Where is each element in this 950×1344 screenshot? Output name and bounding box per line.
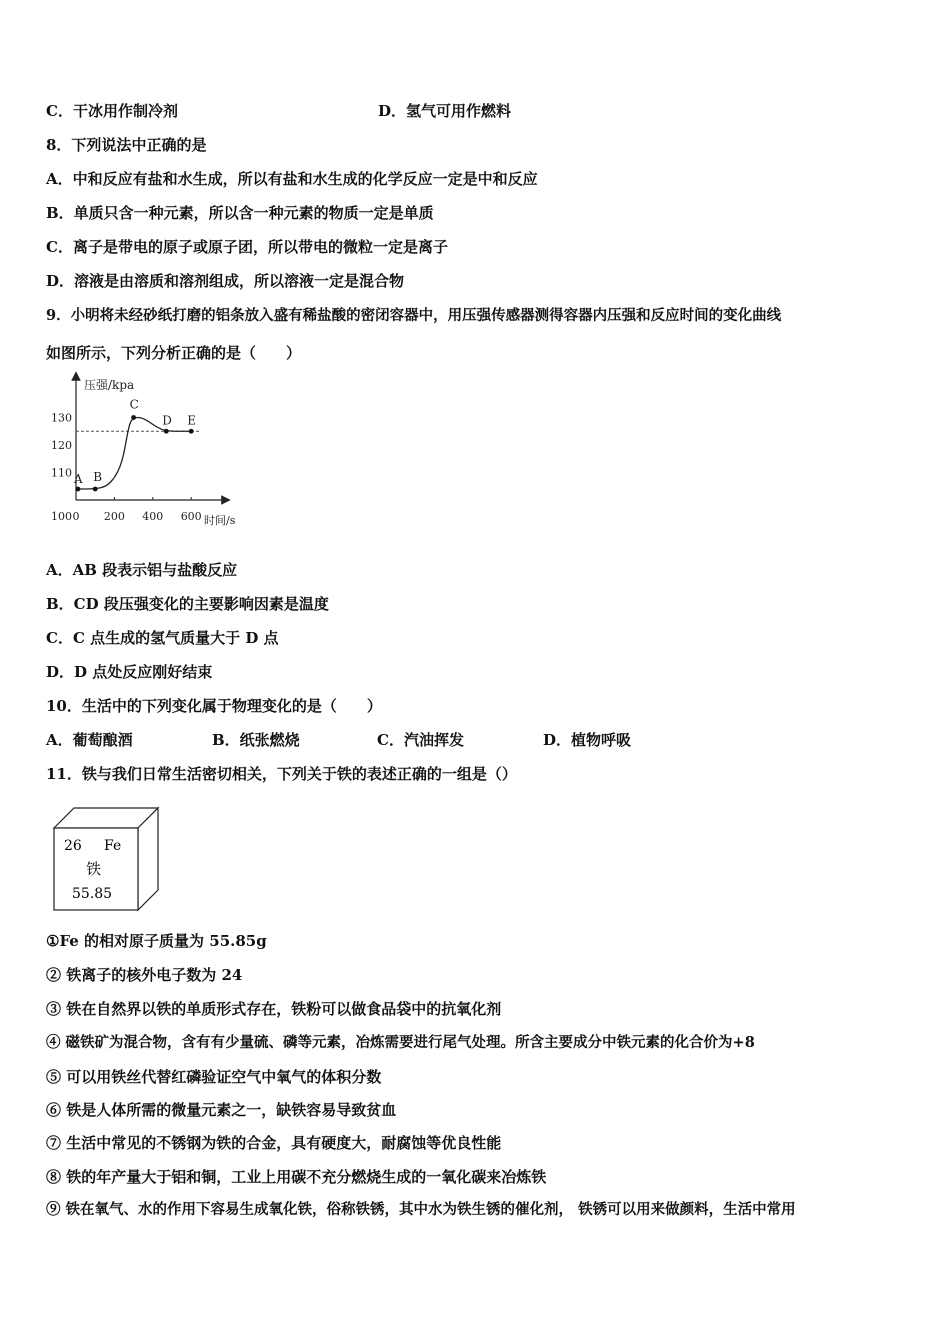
x-tick-label: 400 [142, 510, 164, 523]
q11-statement-3: ③ 铁在自然界以铁的单质形式存在，铁粉可以做食品袋中的抗氧化剂 [46, 1000, 502, 1018]
q7-option-d: D．氢气可用作燃料 [378, 102, 512, 120]
point-label-c: C [129, 397, 139, 412]
q11-statement-5: ⑤ 可以用铁丝代替红磷验证空气中氧气的体积分数 [46, 1068, 382, 1086]
point-b [93, 487, 98, 492]
x-tick-label: 600 [180, 510, 202, 523]
point-e [189, 429, 194, 434]
point-c [131, 415, 136, 420]
q11-stem: 11．铁与我们日常生活密切相关，下列关于铁的表述正确的一组是（） [46, 765, 517, 783]
element-mass: 55.85 [72, 886, 113, 902]
q8-option-d: D．溶液是由溶质和溶剂组成，所以溶液一定是混合物 [46, 272, 405, 290]
q11-statement-6: ⑥ 铁是人体所需的微量元素之一，缺铁容易导致贫血 [46, 1101, 397, 1119]
q9-option-c: C．C 点生成的氢气质量大于 D 点 [46, 629, 279, 647]
q8-option-c: C．离子是带电的原子或原子团，所以带电的微粒一定是离子 [46, 238, 448, 256]
q8-stem: 8．下列说法中正确的是 [46, 136, 207, 154]
y-tick-label: 100 [51, 510, 72, 523]
y-tick-label: 120 [51, 439, 72, 452]
q11-statement-4: ④ 磁铁矿为混合物，含有有少量硫、磷等元素，冶炼需要进行尾气处理。所含主要成分中铁元素的化合价为+8 [46, 1034, 755, 1051]
iron-element-card [52, 806, 162, 912]
y-tick-label: 130 [51, 411, 72, 425]
x-axis-label: 时间/s [204, 514, 236, 527]
point-label-b: B [93, 470, 103, 484]
q9-option-a: A．AB 段表示铝与盐酸反应 [46, 561, 238, 579]
q10-option-c: C．汽油挥发 [377, 731, 464, 749]
q11-statement-8: ⑧ 铁的年产量大于铝和铜，工业上用碳不充分燃烧生成的一氧化碳来冶炼铁 [46, 1168, 547, 1186]
point-label-a: A [73, 472, 83, 486]
y-axis-label: 压强/kpa [84, 378, 135, 392]
q9-stem-line2: 如图所示，下列分析正确的是（ ） [46, 344, 302, 362]
q7-option-c: C．干冰用作制冷剂 [46, 102, 178, 120]
point-d [164, 429, 169, 434]
q10-option-d: D．植物呼吸 [543, 731, 632, 749]
q10-option-a: A．葡萄酿酒 [46, 731, 133, 749]
q11-statement-7: ⑦ 生活中常见的不锈钢为铁的合金，具有硬度大，耐腐蚀等优良性能 [46, 1134, 502, 1152]
q8-option-a: A．中和反应有盐和水生成，所以有盐和水生成的化学反应一定是中和反应 [46, 170, 538, 188]
q9-option-d: D．D 点处反应刚好结束 [46, 663, 213, 681]
element-symbol: Fe [104, 838, 122, 854]
q9-option-b: B．CD 段压强变化的主要影响因素是温度 [46, 595, 329, 613]
x-tick-label: 0 [72, 510, 80, 523]
q10-stem: 10．生活中的下列变化属于物理变化的是（ ） [46, 697, 382, 715]
point-label-e: E [187, 413, 196, 428]
pressure-time-chart [40, 368, 270, 538]
q8-option-b: B．单质只含一种元素，所以含一种元素的物质一定是单质 [46, 204, 434, 222]
x-tick-label: 200 [103, 510, 125, 523]
q11-statement-2: ② 铁离子的核外电子数为 24 [46, 966, 243, 984]
q11-statement-9: ⑨ 铁在氧气、水的作用下容易生成氧化铁，俗称铁锈，其中水为铁生锈的催化剂， 铁锈可以用来做颜料，生活中常用 [46, 1201, 796, 1218]
element-name: 铁 [86, 860, 102, 878]
point-label-d: D [162, 413, 172, 428]
q9-stem-line1: 9．小明将未经砂纸打磨的铝条放入盛有稀盐酸的密闭容器中，用压强传感器测得容器内压强和反应时间的变化曲线 [46, 307, 782, 324]
y-tick-label: 110 [51, 466, 72, 480]
q10-option-b: B．纸张燃烧 [212, 731, 300, 749]
element-number: 26 [64, 838, 82, 854]
q11-statement-1: ①Fe 的相对原子质量为 55.85g [46, 932, 267, 950]
point-a [76, 487, 81, 492]
